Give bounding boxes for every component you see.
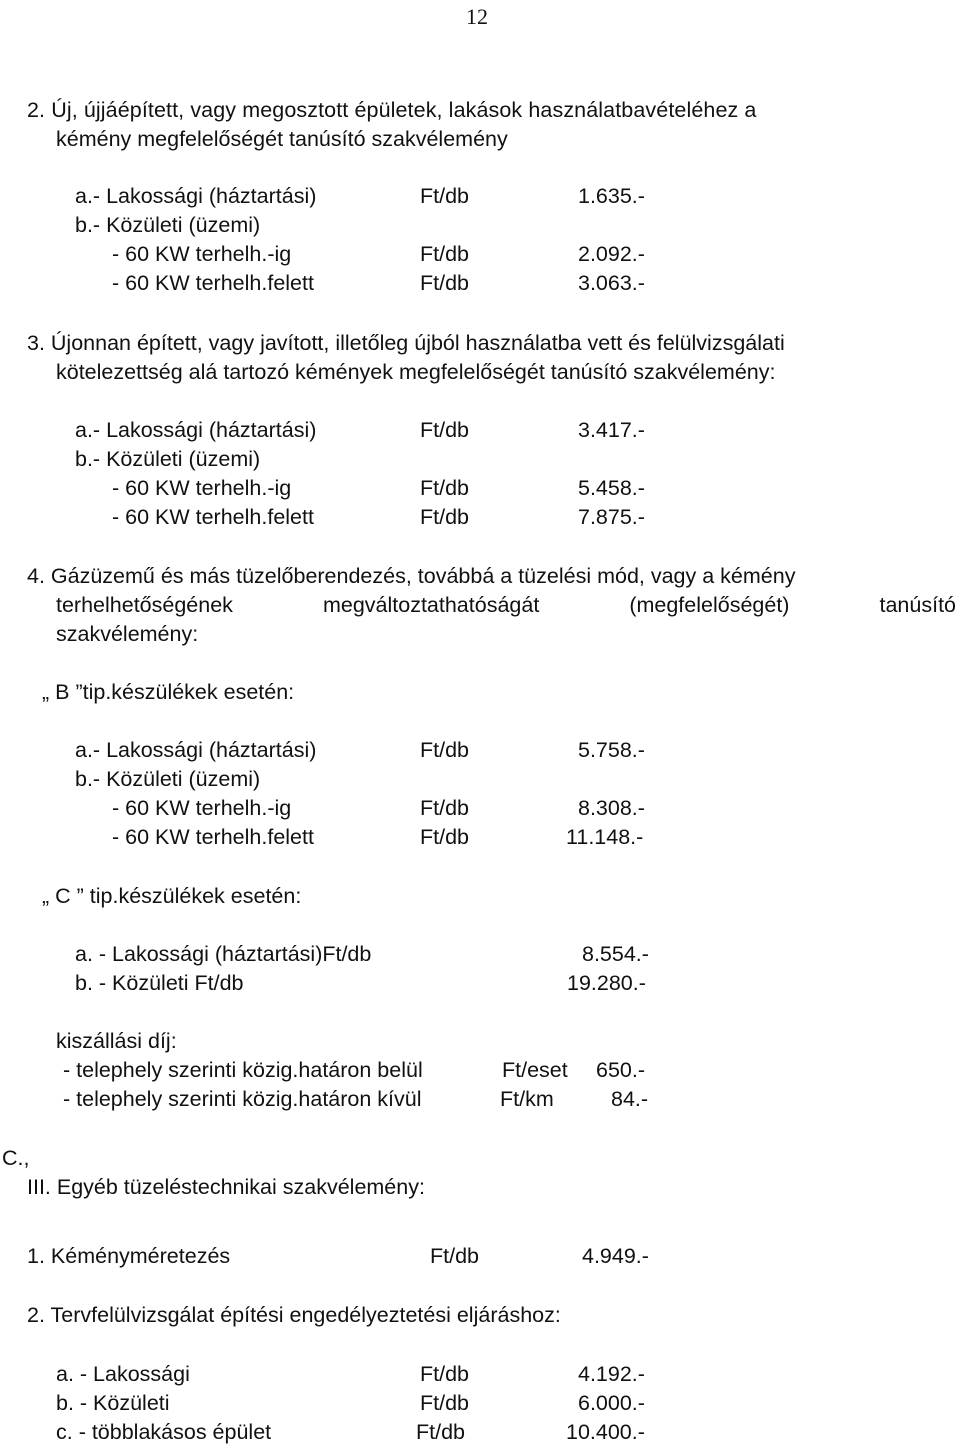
section3-heading-line2: kötelezettség alá tartozó kémények megfelelőségét tanúsító szakvélemény: xyxy=(56,360,776,384)
section4-heading-word: tanúsító xyxy=(879,593,956,617)
page-number: 12 xyxy=(466,4,488,29)
s4b-item-b2-label: - 60 KW terhelh.felett xyxy=(112,825,314,849)
delivery-row-inside-price: 650.- xyxy=(596,1058,646,1082)
s3-item-b2-label: - 60 KW terhelh.felett xyxy=(112,505,314,529)
plan-review-row-b-unit: Ft/db xyxy=(420,1391,469,1415)
s4b-item-a-price: 5.758.- xyxy=(578,738,645,762)
delivery-row-outside-label: - telephely szerinti közig.határon kívül xyxy=(63,1087,422,1111)
s3-item-b2-unit: Ft/db xyxy=(420,505,469,529)
s3-item-a-label: a.- Lakossági (háztartási) xyxy=(75,418,317,442)
s2-item-b1-unit: Ft/db xyxy=(420,242,469,266)
s4b-item-b1-label: - 60 KW terhelh.-ig xyxy=(112,796,292,820)
s2-item-b-label: b.- Közületi (üzemi) xyxy=(75,213,261,237)
s4c-item-a-price: 8.554.- xyxy=(582,942,649,966)
chimney-sizing-unit: Ft/db xyxy=(430,1244,479,1268)
s4b-item-b2-price: 11.148.- xyxy=(566,825,644,849)
plan-review-row-a-label: a. - Lakossági xyxy=(56,1362,190,1386)
section4-heading-word: terhelhetőségének xyxy=(56,593,233,617)
s4b-item-a-unit: Ft/db xyxy=(420,738,469,762)
plan-review-row-c-price: 10.400.- xyxy=(566,1420,645,1444)
section4-heading-line3: szakvélemény: xyxy=(56,622,199,646)
b-type-label: „ B ”tip.készülékek esetén: xyxy=(42,680,295,704)
plan-review-row-b-price: 6.000.- xyxy=(578,1391,645,1415)
plan-review-row-a-unit: Ft/db xyxy=(420,1362,469,1386)
s2-item-a-label: a.- Lakossági (háztartási) xyxy=(75,184,317,208)
plan-review-row-c-unit: Ft/db xyxy=(416,1420,465,1444)
s4c-item-b-price: 19.280.- xyxy=(567,971,646,995)
section4-heading-word: (megfelelőségét) xyxy=(629,593,790,617)
section4-heading-word: megváltoztathatóságát xyxy=(322,593,540,617)
c-type-label: „ C ” tip.készülékek esetén: xyxy=(42,884,302,908)
delivery-row-inside-unit: Ft/eset xyxy=(502,1058,568,1082)
s2-item-b2-price: 3.063.- xyxy=(578,271,645,295)
section4-heading-line1: 4. Gázüzemű és más tüzelőberendezés, továbbá a tüzelési mód, vagy a kémény xyxy=(27,564,796,588)
s3-item-b-label: b.- Közületi (üzemi) xyxy=(75,447,261,471)
s2-item-a-price: 1.635.- xyxy=(578,184,645,208)
plan-review-row-b-label: b. - Közületi xyxy=(56,1391,170,1415)
s2-item-b2-unit: Ft/db xyxy=(420,271,469,295)
s4b-item-b1-price: 8.308.- xyxy=(578,796,645,820)
s3-item-a-price: 3.417.- xyxy=(578,418,645,442)
plan-review-row-c-label: c. - többlakásos épület xyxy=(56,1420,272,1444)
s4b-item-b2-unit: Ft/db xyxy=(420,825,469,849)
s4c-item-b-label: b. - Közületi Ft/db xyxy=(75,971,244,995)
s4c-item-a-label: a. - Lakossági (háztartási)Ft/db xyxy=(75,942,372,966)
s2-item-b1-label: - 60 KW terhelh.-ig xyxy=(112,242,292,266)
plan-review-heading: 2. Tervfelülvizsgálat építési engedélyeztetési eljáráshoz: xyxy=(27,1303,561,1327)
delivery-row-outside-price: 84.- xyxy=(611,1087,649,1111)
delivery-title: kiszállási díj: xyxy=(56,1029,177,1053)
section3-heading-line1: 3. Újonnan épített, vagy javított, illetőleg újból használatba vett és felülvizsgálati xyxy=(27,331,785,355)
s4b-item-b1-unit: Ft/db xyxy=(420,796,469,820)
delivery-row-outside-unit: Ft/km xyxy=(500,1087,554,1111)
section-c-heading: III. Egyéb tüzeléstechnikai szakvélemény: xyxy=(27,1175,425,1199)
s3-item-b2-price: 7.875.- xyxy=(578,505,645,529)
section-c-marker: C., xyxy=(2,1146,30,1170)
chimney-sizing-label: 1. Kéményméretezés xyxy=(27,1244,231,1268)
plan-review-row-a-price: 4.192.- xyxy=(578,1362,645,1386)
s2-item-a-unit: Ft/db xyxy=(420,184,469,208)
s3-item-b1-price: 5.458.- xyxy=(578,476,645,500)
s3-item-a-unit: Ft/db xyxy=(420,418,469,442)
section2-heading-line2: kémény megfelelőségét tanúsító szakvélemény xyxy=(56,127,508,151)
s2-item-b1-price: 2.092.- xyxy=(578,242,645,266)
s3-item-b1-unit: Ft/db xyxy=(420,476,469,500)
delivery-row-inside-label: - telephely szerinti közig.határon belül xyxy=(63,1058,423,1082)
s2-item-b2-label: - 60 KW terhelh.felett xyxy=(112,271,314,295)
s4b-item-a-label: a.- Lakossági (háztartási) xyxy=(75,738,317,762)
section2-heading-line1: 2. Új, újjáépített, vagy megosztott épületek, lakások használatbavételéhez a xyxy=(27,98,757,122)
section4-heading-line2 xyxy=(56,592,956,618)
s3-item-b1-label: - 60 KW terhelh.-ig xyxy=(112,476,292,500)
chimney-sizing-price: 4.949.- xyxy=(582,1244,649,1268)
s4b-item-b-label: b.- Közületi (üzemi) xyxy=(75,767,261,791)
